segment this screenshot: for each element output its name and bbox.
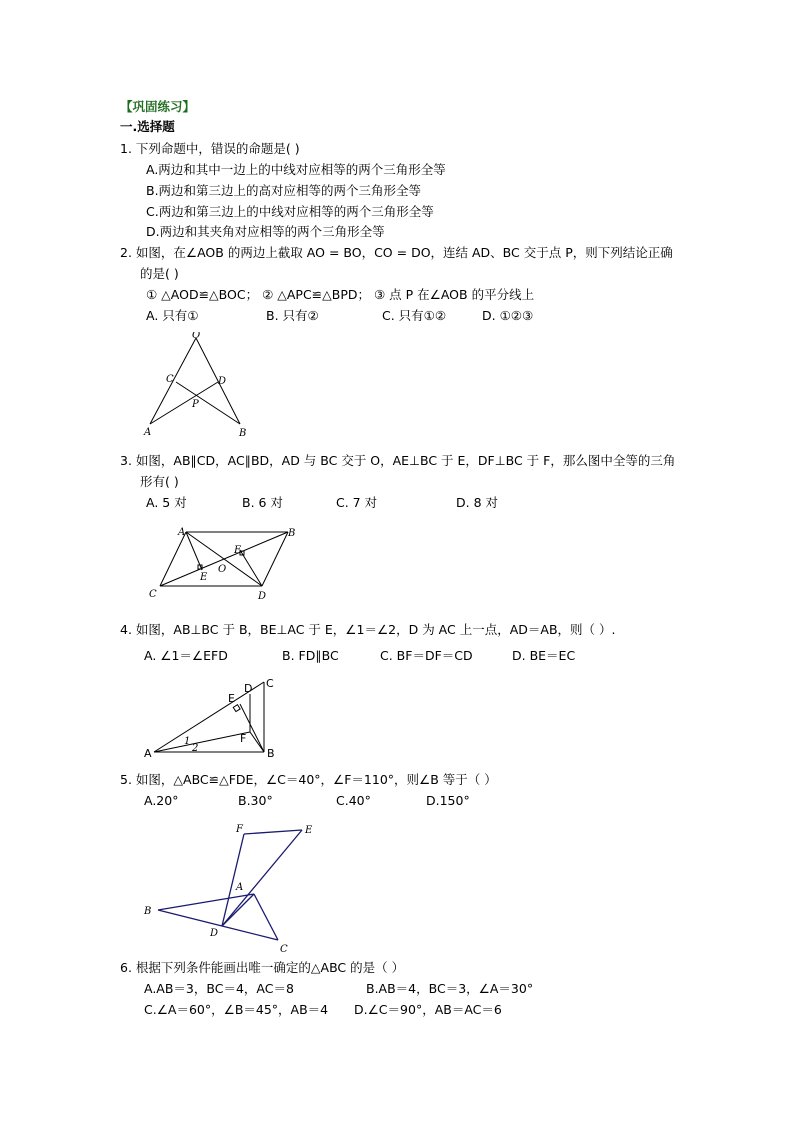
label-b: B [288,528,296,539]
question-5-option-d: D.150° [426,793,470,808]
question-5-stem: 5. 如图，△ABC≌△FDE，∠C＝40°，∠F＝110°，则∠B 等于（ ） [120,772,497,787]
label-d: D [244,682,253,695]
question-3-option-a: A. 5 对 [146,495,187,510]
question-1-option-c: C.两边和第三边上的中线对应相等的两个三角形全等 [146,204,434,219]
section-header: 【巩固练习】 [120,99,196,114]
label-2: 2 [192,743,199,754]
question-3-stem: 3. 如图，AB∥CD，AC∥BD，AD 与 BC 交于 O，AE⊥BC 于 E，DF⊥BC 于 F，那么图中全等的三角 [120,453,676,468]
label-e: E [305,825,313,836]
label-d: D [210,928,219,939]
question-4-option-c: C. BF＝DF＝CD [380,648,473,663]
question-3-figure [140,522,310,604]
question-2-option-d: D. ①②③ [482,308,534,323]
label-b: B [144,906,152,917]
label-e-upper: E [234,545,242,556]
question-5-option-a: A.20° [144,793,179,808]
question-6-stem: 6. 根据下列条件能画出唯一确定的△ABC 的是（ ） [120,960,405,975]
label-f: F [240,732,247,745]
label-e: E [228,692,235,705]
label-e-lower: E [200,572,208,583]
question-2-option-a: A. 只有① [146,308,199,323]
label-b: B [239,428,247,439]
question-2-stem-cont: 的是( ) [140,266,179,281]
question-2-figure [136,332,256,442]
question-3-stem-cont: 形有( ) [140,474,179,489]
question-2-statements: ① △AOD≌△BOC； ② △APC≌△BPD； ③ 点 P 在∠AOB 的平分线上 [146,287,535,302]
label-o: O [218,564,227,575]
question-5-figure [140,818,320,958]
question-2-option-b: B. 只有② [266,308,319,323]
question-1-option-d: D.两边和其夹角对应相等的两个三角形全等 [146,224,385,239]
question-6-option-d: D.∠C＝90°，AB＝AC＝6 [354,1002,502,1017]
section-title: 一.选择题 [120,119,175,134]
question-6-option-a: A.AB＝3，BC＝4，AC＝8 [144,981,294,996]
question-6-option-b: B.AB＝4，BC＝3，∠A＝30° [366,981,534,996]
label-a: A [144,427,152,438]
label-a: A [144,747,152,760]
question-5-option-b: B.30° [238,793,273,808]
question-3-option-c: C. 7 对 [336,495,378,510]
question-3-option-b: B. 6 对 [242,495,283,510]
label-b: B [267,747,275,760]
label-c: C [166,374,174,385]
label-o: O [192,332,201,341]
label-d: D [258,591,267,602]
label-d: D [218,376,227,387]
question-1-option-a: A.两边和其中一边上的中线对应相等的两个三角形全等 [146,162,446,177]
label-a: A [236,882,244,893]
label-1: 1 [184,736,191,747]
question-1-option-b: B.两边和第三边上的高对应相等的两个三角形全等 [146,183,422,198]
question-3-option-d: D. 8 对 [456,495,498,510]
question-6-option-c: C.∠A＝60°，∠B＝45°，AB＝4 [144,1002,329,1017]
question-4-option-b: B. FD∥BC [282,648,339,663]
question-4-figure [140,672,290,762]
label-p: P [192,399,199,410]
label-c: C [149,589,157,600]
question-2-stem: 2. 如图，在∠AOB 的两边上截取 AO = BO，CO = DO，连结 AD、BC 交于点 P，则下列结论正确 [120,245,673,260]
question-5-option-c: C.40° [336,793,371,808]
label-c: C [266,677,274,690]
label-a: A [178,527,186,538]
question-1-stem: 1. 下列命题中，错误的命题是( ) [120,141,300,156]
question-4-option-a: A. ∠1＝∠EFD [144,648,228,663]
question-4-stem: 4. 如图，AB⊥BC 于 B，BE⊥AC 于 E，∠1＝∠2，D 为 AC 上一点，AD＝AB，则（ ）. [120,622,616,637]
label-c: C [280,944,288,955]
question-2-option-c: C. 只有①② [382,308,447,323]
question-4-option-d: D. BE＝EC [512,648,576,663]
label-f: F [236,824,243,835]
